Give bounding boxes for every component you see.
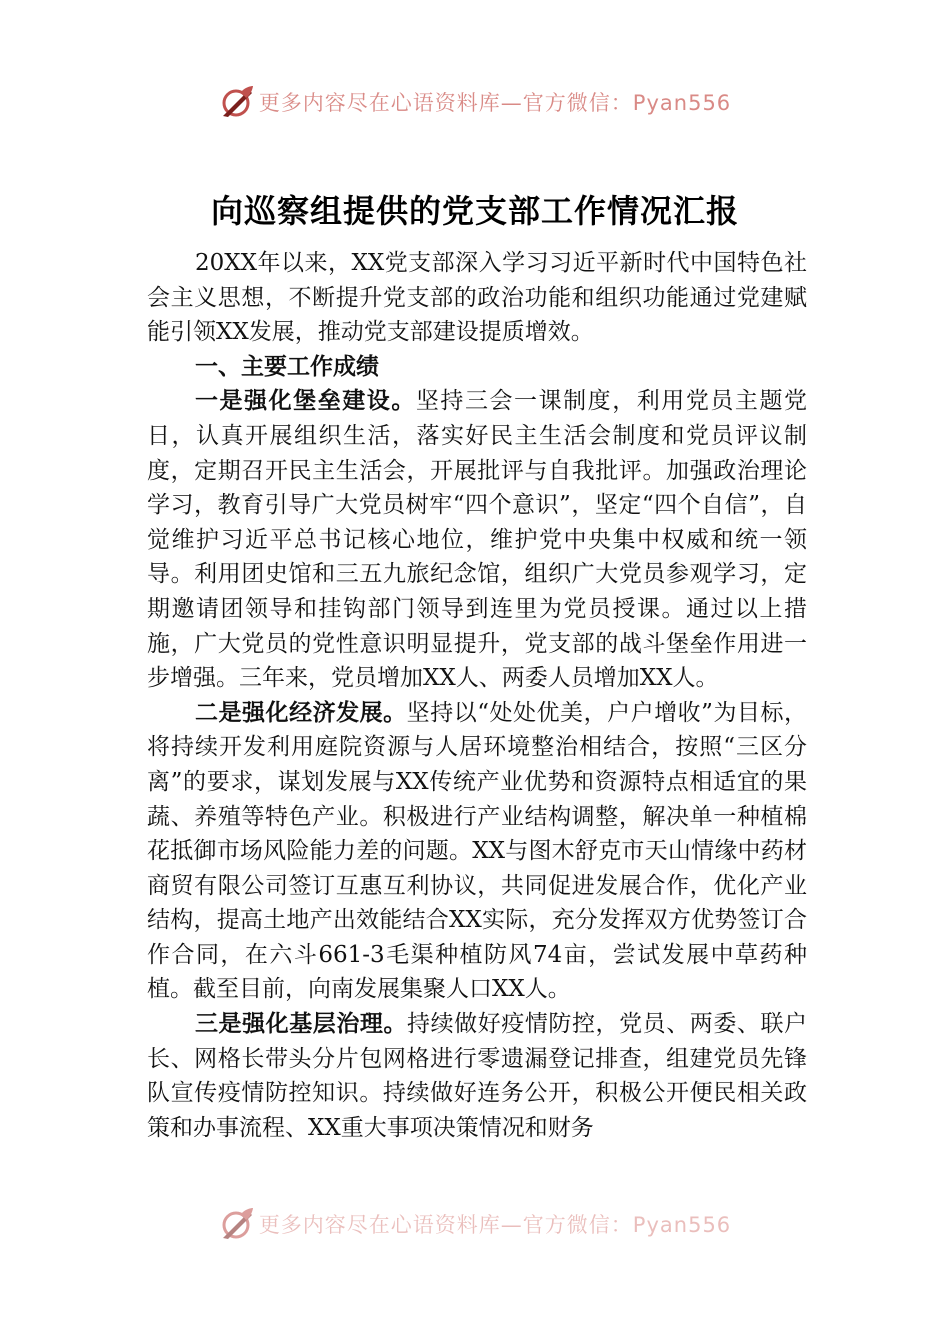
paragraph-text: 持续做好疫情防控，党员、两委、联户长、网格长带头分片包网格进行零遗漏登记排查，组建党员先锋队宣传疫情防控知识。持续做好连务公开，积极公开便民相关政策和办事流程、XX重大事项决策情况和财务 <box>147 1011 808 1141</box>
paragraph-1 <box>147 384 807 695</box>
quill-pen-logo-icon <box>219 84 255 120</box>
watermark-footer <box>0 1206 950 1242</box>
paragraph-lead: 一是强化堡垒建设。 <box>195 387 416 415</box>
paragraph-2 <box>147 696 807 1007</box>
paragraph-text: 坚持以“处处优美，户户增收”为目标，将持续开发利用庭院资源与人居环境整治相结合，按照“三区分离”的要求，谋划发展与XX传统产业优势和资源特点相适宜的果蔬、养殖等特色产业。积极进行产业结构调整，解决单一种植棉花抵御市场风险能力差的问题。XX与图木舒克市天山情缘中药材商贸有限公司签订互惠互利协议，共同促进发展合作，优化产业结构，提高土地产出效能结合XX实际，充分发挥双方优势签订合作合同，在六斗661-3毛渠种植防风74亩，尝试发展中草药种植。截至目前，向南发展集聚人口XX人。 <box>147 699 807 1003</box>
intro-paragraph: 20XX年以来，XX党支部深入学习习近平新时代中国特色社会主义思想，不断提升党支部的政治功能和组织功能通过党建赋能引领XX发展，推动党支部建设提质增效。 <box>147 250 807 346</box>
paragraph-text: 坚持三会一课制度，利用党员主题党日，认真开展组织生活，落实好民主生活会制度和党员评议制度，定期召开民主生活会，开展批评与自我批评。加强政治理论学习，教育引导广大党员树牢“四个意识”，坚定“四个自信”，自觉维护习近平总书记核心地位，维护党中央集中权威和统一领导。利用团史馆和三五九旅纪念馆，组织广大党员参观学习，定期邀请团领导和挂钩部门领导到连里为党员授课。通过以上措施，广大党员的党性意识明显提升，党支部的战斗堡垒作用进一步增强。三年来，党员增加XX人、两委人员增加XX人。 <box>147 388 808 692</box>
document-body <box>147 246 807 1145</box>
watermark-text: 更多内容尽在心语资料库—官方微信：Pyan556 <box>258 91 732 115</box>
paragraph-3 <box>147 1007 807 1145</box>
document-title: 向巡察组提供的党支部工作情况汇报 <box>210 192 739 230</box>
watermark-text: 更多内容尽在心语资料库—官方微信：Pyan556 <box>258 1213 732 1237</box>
section-heading: 一、主要工作成绩 <box>195 352 379 380</box>
paragraph-lead: 二是强化经济发展。 <box>195 698 407 726</box>
watermark-header <box>0 84 950 120</box>
paragraph-lead: 三是强化基层治理。 <box>195 1010 408 1038</box>
quill-pen-logo-icon <box>219 1206 255 1242</box>
